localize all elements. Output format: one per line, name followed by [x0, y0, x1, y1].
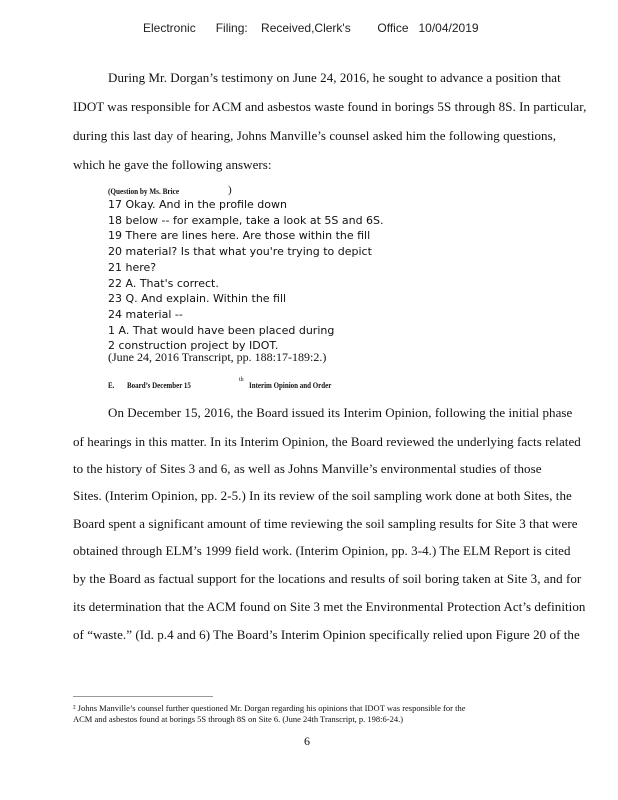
transcript-line: 23 Q. And explain. Within the fill: [108, 292, 287, 306]
paragraph-line: During Mr. Dorgan’s testimony on June 24, 2016, he sought to advance a position that: [108, 70, 561, 85]
footnote-line: ² Johns Manville’s counsel further questioned Mr. Dorgan regarding his opinions that IDOT was responsible for the: [73, 703, 466, 713]
transcript-line: 19 There are lines here. Are those within the fill: [108, 229, 371, 243]
question-paren: ): [228, 184, 232, 196]
transcript-line: 22 A. That's correct.: [108, 276, 219, 290]
footnote-line: ACM and asbestos found at borings 5S through 8S on Site 6. (June 24th Transcript, p. 198:6-24.): [73, 714, 404, 724]
section-title-rest: Interim Opinion and Order: [249, 380, 332, 390]
paragraph-line: during this last day of hearing, Johns Manville’s counsel asked him the following questions,: [73, 128, 557, 143]
paragraph-line: IDOT was responsible for ACM and asbestos waste found in borings 5S through 8S. In particular,: [73, 99, 587, 114]
section-title-superscript: th: [239, 377, 244, 383]
paragraph-line: of “waste.” (Id. p.4 and 6) The Board’s Interim Opinion specifically relied upon Figure 20 of the: [73, 627, 580, 642]
transcript-excerpt: [108, 197, 384, 354]
section-letter: E.: [108, 380, 115, 390]
paragraph-line: On December 15, 2016, the Board issued its Interim Opinion, following the initial phase: [108, 405, 573, 420]
transcript-line: 2 construction project by IDOT.: [108, 339, 279, 353]
transcript-citation: (June 24, 2016 Transcript, pp. 188:17-189:2.): [108, 350, 327, 364]
paragraph-line: obtained through ELM’s 1999 field work. (Interim Opinion, pp. 3-4.) The ELM Report is cited: [73, 543, 571, 558]
efiling-header: Electronic Filing: Received,Clerk's Office 10/04/2019: [143, 21, 479, 35]
paragraph-line: which he gave the following answers:: [73, 157, 272, 172]
transcript-line: 24 material --: [108, 307, 183, 321]
question-label: (Question by Ms. Brice: [108, 186, 180, 196]
paragraph-line: of hearings in this matter. In its Interim Opinion, the Board reviewed the underlying facts related: [73, 434, 581, 449]
page-number: 6: [304, 734, 310, 748]
paragraph-line: by the Board as factual support for the locations and results of soil boring taken at Site 3, and for: [73, 571, 582, 586]
paragraph-line: Board spent a significant amount of time reviewing the soil sampling results for Site 3 that were: [73, 516, 578, 531]
paragraph-line: to the history of Sites 3 and 6, as well as Johns Manville’s environmental studies of those: [73, 461, 542, 476]
paragraph-line: Sites. (Interim Opinion, pp. 2-5.) In its review of the soil sampling work done at both Sites, the: [73, 488, 572, 503]
transcript-line: 21 here?: [108, 260, 157, 274]
transcript-line: 18 below -- for example, take a look at 5S and 6S.: [108, 213, 384, 227]
section-title: Board’s December 15: [127, 380, 191, 390]
transcript-line: 20 material? Is that what you're trying to depict: [108, 245, 372, 259]
transcript-line: 1 A. That would have been placed during: [108, 323, 335, 337]
paragraph-line: its determination that the ACM found on Site 3 met the Environmental Protection Act’s definition: [73, 599, 586, 614]
footnote-divider: [73, 696, 213, 697]
transcript-line: 17 Okay. And in the profile down: [108, 198, 287, 211]
